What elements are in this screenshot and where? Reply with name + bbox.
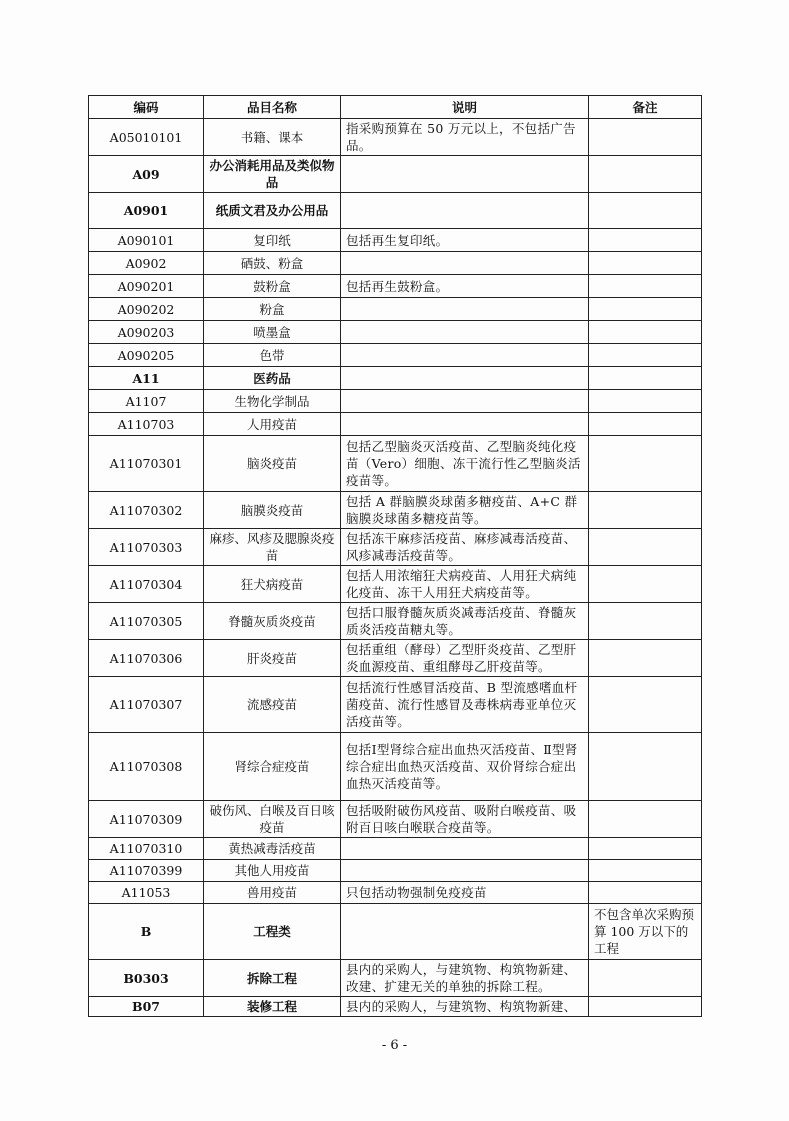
cell-description [341, 321, 589, 344]
cell-remarks [589, 321, 702, 344]
cell-description [341, 344, 589, 367]
cell-code: A11 [89, 367, 204, 390]
cell-item-name: 肾综合症疫苗 [204, 733, 341, 801]
cell-remarks [589, 801, 702, 838]
cell-remarks [589, 566, 702, 603]
cell-item-name: 脊髓灰质炎疫苗 [204, 603, 341, 640]
cell-remarks [589, 529, 702, 566]
cell-description [341, 367, 589, 390]
table-row [89, 275, 702, 298]
cell-description: 只包括动物强制免疫疫苗 [341, 882, 589, 904]
cell-code: B [89, 904, 204, 960]
cell-description: 包括再生鼓粉盒。 [341, 275, 589, 298]
cell-remarks [589, 119, 702, 156]
cell-item-name: 装修工程 [204, 997, 341, 1017]
cell-item-name: 其他人用疫苗 [204, 860, 341, 882]
cell-item-name: 医药品 [204, 367, 341, 390]
cell-code: B07 [89, 997, 204, 1017]
cell-item-name: 鼓粉盒 [204, 275, 341, 298]
cell-code: A11070310 [89, 838, 204, 860]
cell-remarks [589, 997, 702, 1017]
cell-remarks: 不包含单次采购预算 100 万以下的工程 [589, 904, 702, 960]
cell-item-name: 粉盒 [204, 298, 341, 321]
cell-item-name: 脑膜炎疫苗 [204, 492, 341, 529]
table-row [89, 603, 702, 640]
cell-code: A11053 [89, 882, 204, 904]
cell-code: A090202 [89, 298, 204, 321]
cell-code: A11070302 [89, 492, 204, 529]
cell-item-name: 狂犬病疫苗 [204, 566, 341, 603]
cell-item-name: 脑炎疫苗 [204, 436, 341, 492]
cell-item-name: 色带 [204, 344, 341, 367]
table-row [89, 677, 702, 733]
cell-description [341, 904, 589, 960]
cell-remarks [589, 492, 702, 529]
cell-code: A11070305 [89, 603, 204, 640]
table-body [89, 119, 702, 1017]
cell-item-name: 流感疫苗 [204, 677, 341, 733]
table-row [89, 860, 702, 882]
table-row [89, 904, 702, 960]
cell-description: 包括吸附破伤风疫苗、吸附白喉疫苗、吸附百日咳白喉联合疫苗等。 [341, 801, 589, 838]
cell-description: 包括流行性感冒活疫苗、B 型流感嗜血杆菌疫苗、流行性感冒及毒株病毒亚单位灭活疫苗等。 [341, 677, 589, 733]
cell-code: A11070303 [89, 529, 204, 566]
header-remarks: 备注 [589, 96, 702, 119]
cell-code: A11070306 [89, 640, 204, 677]
cell-item-name: 办公消耗用品及类似物品 [204, 156, 341, 193]
table-row [89, 229, 702, 252]
cell-remarks [589, 390, 702, 413]
cell-code: A11070301 [89, 436, 204, 492]
cell-description: 包括口服脊髓灰质炎减毒活疫苗、脊髓灰质炎活疫苗糖丸等。 [341, 603, 589, 640]
cell-code: A090203 [89, 321, 204, 344]
cell-remarks [589, 229, 702, 252]
table-row [89, 298, 702, 321]
table-row [89, 156, 702, 193]
header-description: 说明 [341, 96, 589, 119]
cell-code: A11070399 [89, 860, 204, 882]
cell-remarks [589, 640, 702, 677]
cell-remarks [589, 344, 702, 367]
cell-description [341, 193, 589, 229]
header-item-name: 品目名称 [204, 96, 341, 119]
table-row [89, 960, 702, 997]
cell-description: 包括重组（酵母）乙型肝炎疫苗、乙型肝炎血源疫苗、重组酵母乙肝疫苗等。 [341, 640, 589, 677]
cell-description: 县内的采购人，与建筑物、构筑物新建、 [341, 997, 589, 1017]
cell-code: A09 [89, 156, 204, 193]
cell-remarks [589, 193, 702, 229]
cell-item-name: 纸质文君及办公用品 [204, 193, 341, 229]
cell-item-name: 破伤风、白喉及百日咳疫苗 [204, 801, 341, 838]
cell-item-name: 兽用疫苗 [204, 882, 341, 904]
cell-code: A11070307 [89, 677, 204, 733]
cell-remarks [589, 413, 702, 436]
cell-remarks [589, 860, 702, 882]
cell-description: 县内的采购人，与建筑物、构筑物新建、改建、扩建无关的单独的拆除工程。 [341, 960, 589, 997]
cell-item-name: 复印纸 [204, 229, 341, 252]
cell-remarks [589, 960, 702, 997]
cell-remarks [589, 838, 702, 860]
table-row [89, 733, 702, 801]
cell-description [341, 390, 589, 413]
cell-code: A090201 [89, 275, 204, 298]
cell-description [341, 860, 589, 882]
cell-description [341, 838, 589, 860]
cell-code: A0901 [89, 193, 204, 229]
cell-description: 包括再生复印纸。 [341, 229, 589, 252]
cell-description [341, 252, 589, 275]
cell-remarks [589, 367, 702, 390]
cell-remarks [589, 436, 702, 492]
cell-description: 包括人用浓缩狂犬病疫苗、人用狂犬病纯化疫苗、冻干人用狂犬病疫苗等。 [341, 566, 589, 603]
cell-code: A090205 [89, 344, 204, 367]
cell-item-name: 工程类 [204, 904, 341, 960]
table-row [89, 882, 702, 904]
table-row [89, 344, 702, 367]
cell-item-name: 麻疹、风疹及腮腺炎疫苗 [204, 529, 341, 566]
cell-code: A110703 [89, 413, 204, 436]
table-row [89, 390, 702, 413]
cell-remarks [589, 733, 702, 801]
cell-code: A05010101 [89, 119, 204, 156]
header-code: 编码 [89, 96, 204, 119]
table-row [89, 193, 702, 229]
table-header-row [89, 96, 702, 119]
table-row [89, 640, 702, 677]
table-row [89, 436, 702, 492]
cell-item-name: 喷墨盒 [204, 321, 341, 344]
table-row [89, 838, 702, 860]
cell-item-name: 黄热减毒活疫苗 [204, 838, 341, 860]
cell-item-name: 硒鼓、粉盒 [204, 252, 341, 275]
table-row [89, 492, 702, 529]
table-row [89, 801, 702, 838]
cell-remarks [589, 275, 702, 298]
cell-remarks [589, 298, 702, 321]
cell-code: A0902 [89, 252, 204, 275]
table-row [89, 367, 702, 390]
table-row [89, 529, 702, 566]
cell-remarks [589, 677, 702, 733]
cell-item-name: 生物化学制品 [204, 390, 341, 413]
cell-remarks [589, 252, 702, 275]
cell-code: A1107 [89, 390, 204, 413]
cell-code: A090101 [89, 229, 204, 252]
cell-code: B0303 [89, 960, 204, 997]
table-row [89, 997, 702, 1017]
cell-description: 指采购预算在 50 万元以上，不包括广告品。 [341, 119, 589, 156]
cell-code: A11070309 [89, 801, 204, 838]
table-row [89, 252, 702, 275]
procurement-catalog-table [88, 95, 702, 1017]
cell-description: 包括冻干麻疹活疫苗、麻疹减毒活疫苗、风疹减毒活疫苗等。 [341, 529, 589, 566]
cell-code: A11070308 [89, 733, 204, 801]
table-row [89, 321, 702, 344]
cell-description [341, 413, 589, 436]
cell-item-name: 书籍、课本 [204, 119, 341, 156]
cell-remarks [589, 603, 702, 640]
cell-remarks [589, 156, 702, 193]
table-row [89, 119, 702, 156]
cell-description: 包括Ⅰ型肾综合症出血热灭活疫苗、Ⅱ型肾综合症出血热灭活疫苗、双价肾综合症出血热灭活疫苗等。 [341, 733, 589, 801]
cell-item-name: 拆除工程 [204, 960, 341, 997]
cell-item-name: 肝炎疫苗 [204, 640, 341, 677]
cell-description: 包括乙型脑炎灭活疫苗、乙型脑炎纯化疫苗（Vero）细胞、冻干流行性乙型脑炎活疫苗等。 [341, 436, 589, 492]
cell-code: A11070304 [89, 566, 204, 603]
table-row [89, 413, 702, 436]
cell-description [341, 298, 589, 321]
cell-item-name: 人用疫苗 [204, 413, 341, 436]
cell-description: 包括 A 群脑膜炎球菌多糖疫苗、A+C 群脑膜炎球菌多糖疫苗等。 [341, 492, 589, 529]
cell-description [341, 156, 589, 193]
cell-remarks [589, 882, 702, 904]
table-row [89, 566, 702, 603]
page-number: - 6 - [381, 1038, 408, 1053]
